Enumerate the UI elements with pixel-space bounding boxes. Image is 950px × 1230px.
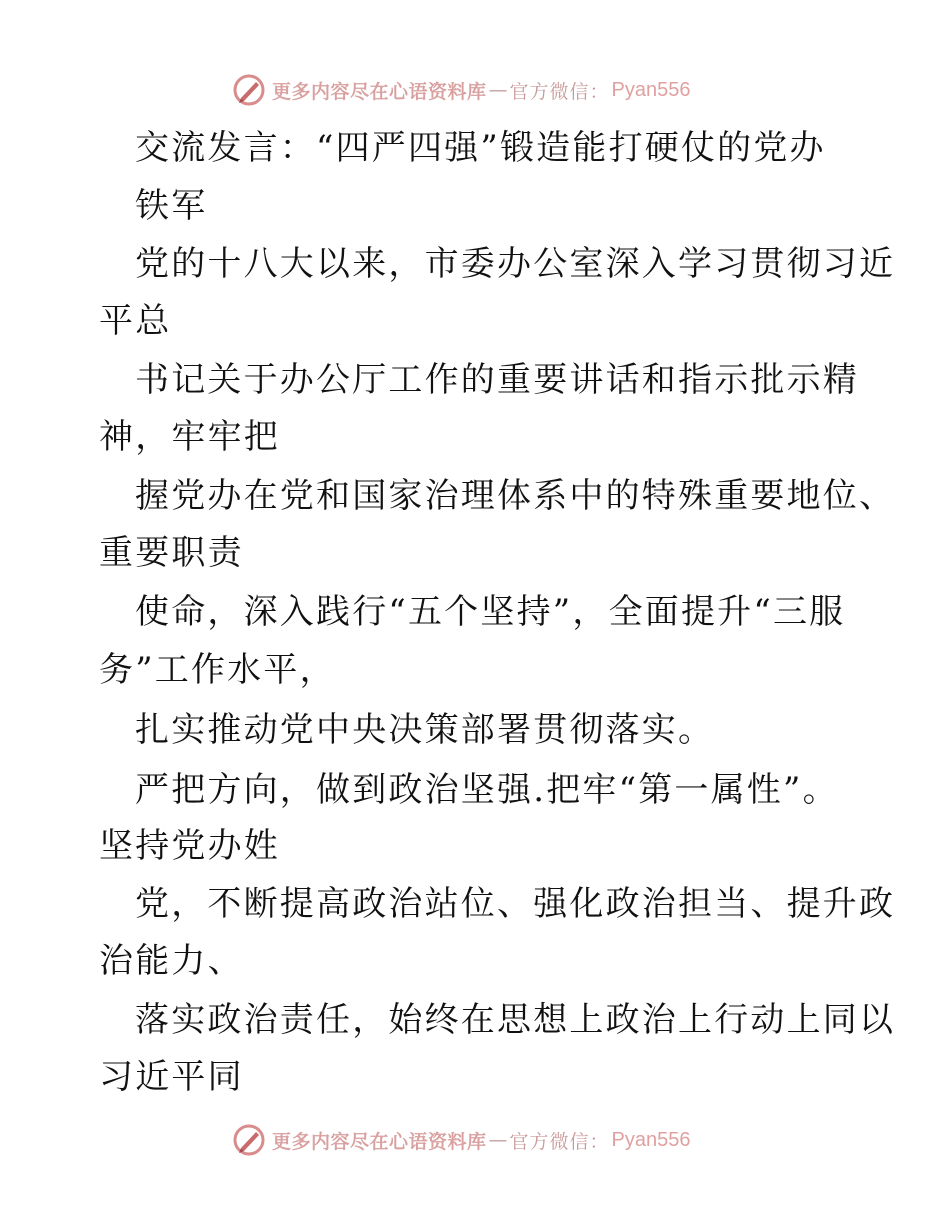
watermark-dash: — <box>488 1129 508 1151</box>
footer-watermark <box>232 1122 691 1158</box>
text-line: 党，不断提高政治站位、强化政治担当、提升政 <box>135 884 896 924</box>
text-line: 落实政治责任，始终在思想上政治上行动上同以 <box>135 1000 896 1040</box>
text-line: 严把方向，做到政治坚强.把牢“第一属性”。 <box>135 770 839 810</box>
text-line: 神，牢牢把 <box>99 417 280 457</box>
text-line: 平总 <box>99 301 172 341</box>
text-line: 书记关于办公厅工作的重要讲话和指示批示精 <box>135 360 859 400</box>
watermark-dash: — <box>488 79 508 101</box>
text-line: 扎实推动党中央决策部署贯彻落实。 <box>135 710 715 750</box>
watermark-site-text: 更多内容尽在心语资料库 <box>272 80 487 103</box>
text-line: 重要职责 <box>99 533 244 573</box>
text-line: 握党办在党和国家治理体系中的特殊重要地位、 <box>135 476 896 516</box>
pen-logo-icon <box>232 1123 266 1157</box>
watermark-label: 官方微信： <box>509 80 610 103</box>
text-line: 务”工作水平， <box>99 650 336 690</box>
watermark-wechat-id: Pyan556 <box>611 1128 691 1151</box>
title-line-1: 交流发言：“四严四强”锻造能打硬仗的党办 <box>135 128 826 168</box>
text-line: 党的十八大以来，市委办公室深入学习贯彻习近 <box>135 244 896 284</box>
text-line: 习近平同 <box>99 1057 244 1097</box>
watermark-wechat-id: Pyan556 <box>611 78 691 101</box>
text-line: 治能力、 <box>99 941 244 981</box>
text-line: 使命，深入践行“五个坚持”，全面提升“三服 <box>135 592 846 632</box>
text-line: 坚持党办姓 <box>99 826 280 866</box>
title-line-2: 铁军 <box>135 186 208 226</box>
watermark-site-text: 更多内容尽在心语资料库 <box>272 1130 487 1153</box>
watermark-label: 官方微信： <box>509 1130 610 1153</box>
